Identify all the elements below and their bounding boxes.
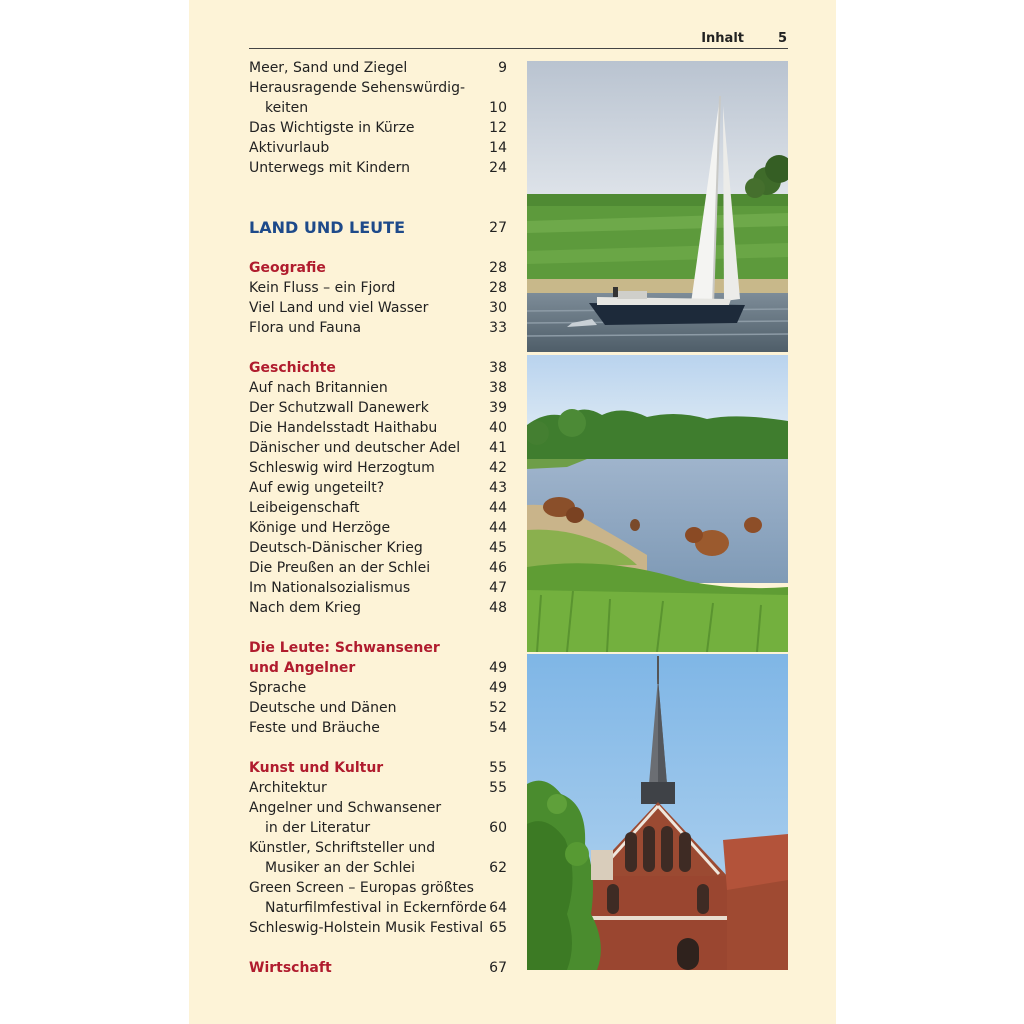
- toc-entry: [249, 138, 507, 158]
- toc-entry-title: Kein Fluss – ein Fjord: [249, 280, 396, 296]
- toc-page-number: 44: [489, 520, 507, 536]
- toc-entry: [249, 458, 507, 478]
- toc-entry-title: Viel Land und viel Wasser: [249, 300, 429, 316]
- toc-page-number: 54: [489, 720, 507, 736]
- toc-entry-title: Unterwegs mit Kindern: [249, 160, 410, 176]
- toc-entry: [249, 838, 507, 878]
- toc-entry-title: Im Nationalsozialismus: [249, 580, 411, 596]
- toc-entry: [249, 118, 507, 138]
- toc-entry: [249, 578, 507, 598]
- toc-section-heading: [249, 638, 507, 678]
- toc-page-number: 28: [489, 260, 507, 276]
- toc-page-number: 12: [489, 120, 507, 136]
- toc-entry-title: Angelner und Schwansener: [249, 800, 442, 816]
- toc-page-number: 38: [489, 360, 507, 376]
- toc-page-number: 9: [498, 60, 507, 76]
- toc-entry-title: keiten: [265, 100, 309, 116]
- toc-entry: [249, 718, 507, 738]
- toc-entry: [249, 538, 507, 558]
- toc-entry-title: Flora und Fauna: [249, 320, 362, 336]
- toc-entry-title: Geografie: [249, 260, 326, 276]
- toc-entry: [249, 558, 507, 578]
- toc-section-heading: [249, 358, 507, 378]
- sailboat-on-water-photo-icon: [527, 61, 788, 352]
- toc-page-number: 52: [489, 700, 507, 716]
- toc-page-number: 47: [489, 580, 507, 596]
- toc-page-number: 48: [489, 600, 507, 616]
- toc-entry-title: Geschichte: [249, 360, 336, 376]
- toc-entry-title: Sprache: [249, 680, 307, 696]
- toc-page-number: 49: [489, 660, 507, 676]
- toc-entry: [249, 798, 507, 838]
- toc-entry: [249, 378, 507, 398]
- toc-entry: [249, 158, 507, 178]
- toc-entry-title: Musiker an der Schlei: [265, 860, 416, 876]
- toc-page-number: 49: [489, 680, 507, 696]
- toc-entry: [249, 418, 507, 438]
- toc-entry-title: Green Screen – Europas größtes: [249, 880, 474, 896]
- toc-entry-title: und Angelner: [249, 660, 356, 676]
- toc-page-number: 39: [489, 400, 507, 416]
- cattle-in-lake-photo-icon: [527, 355, 788, 652]
- toc-page-number: 64: [489, 900, 507, 916]
- toc-page-number: 55: [489, 760, 507, 776]
- toc-entry: [249, 498, 507, 518]
- brick-church-spire-photo-icon: [527, 654, 788, 970]
- toc-entry: [249, 478, 507, 498]
- toc-entry-title: Könige und Herzöge: [249, 520, 391, 536]
- toc-section-heading: [249, 758, 507, 778]
- toc-page-number: 38: [489, 380, 507, 396]
- toc-section-heading: [249, 958, 507, 978]
- toc-entry: [249, 878, 507, 918]
- toc-page-number: 30: [489, 300, 507, 316]
- toc-entry: [249, 918, 507, 938]
- toc-entry: [249, 518, 507, 538]
- highland-cattle-photo: [527, 355, 788, 652]
- toc-page-number: 45: [489, 540, 507, 556]
- toc-page-number: 55: [489, 780, 507, 796]
- toc-entry-title: Deutsche und Dänen: [249, 700, 397, 716]
- toc-page-number: 10: [489, 100, 507, 116]
- toc-page-number: 24: [489, 160, 507, 176]
- toc-page-number: 33: [489, 320, 507, 336]
- toc-entry: [249, 598, 507, 618]
- toc-page-number: 60: [489, 820, 507, 836]
- toc-page-number: 46: [489, 560, 507, 576]
- toc-entry-title: Meer, Sand und Ziegel: [249, 60, 408, 76]
- toc-entry-title: Die Preußen an der Schlei: [249, 560, 431, 576]
- toc-entry-title: Schleswig wird Herzogtum: [249, 460, 435, 476]
- toc-entry-title: Künstler, Schriftsteller und: [249, 840, 436, 856]
- toc-page-number: 42: [489, 460, 507, 476]
- toc-page-number: 44: [489, 500, 507, 516]
- toc-page-number: 27: [489, 220, 507, 236]
- toc-entry-title: Der Schutzwall Danewerk: [249, 400, 429, 416]
- toc-page-number: 65: [489, 920, 507, 936]
- toc-entry-title: Dänischer und deutscher Adel: [249, 440, 461, 456]
- toc-entry: [249, 698, 507, 718]
- header-title: Inhalt: [701, 31, 744, 46]
- toc-entry-title: Nach dem Krieg: [249, 600, 361, 616]
- toc-entry: [249, 398, 507, 418]
- toc-page-number: 43: [489, 480, 507, 496]
- toc-entry-title: Kunst und Kultur: [249, 760, 384, 776]
- toc-entry: [249, 78, 507, 118]
- toc-entry: [249, 278, 507, 298]
- toc-entry: [249, 318, 507, 338]
- toc-entry-title: Herausragende Sehenswürdig-: [249, 80, 466, 96]
- sailboat-photo: [527, 61, 788, 352]
- toc-entry-title: Architektur: [249, 780, 327, 796]
- toc-page-number: 40: [489, 420, 507, 436]
- toc-entry-title: Wirtschaft: [249, 960, 332, 976]
- toc-entry-title: Deutsch-Dänischer Krieg: [249, 540, 423, 556]
- toc-entry-title: Naturfilmfestival in Eckernförde: [265, 900, 487, 916]
- toc-entry-title: Die Leute: Schwansener: [249, 640, 440, 656]
- toc-entry-title: Auf ewig ungeteilt?: [249, 480, 385, 496]
- toc-section-heading: [249, 258, 507, 278]
- page-header: [249, 31, 788, 49]
- header-rule: [249, 48, 788, 49]
- toc-page-number: 41: [489, 440, 507, 456]
- toc-entry-title: Leibeigenschaft: [249, 500, 360, 516]
- toc-entry-title: Das Wichtigste in Kürze: [249, 120, 415, 136]
- toc-entry: [249, 438, 507, 458]
- toc-entry-title: Die Handelsstadt Haithabu: [249, 420, 438, 436]
- toc-entry-title: LAND UND LEUTE: [249, 218, 406, 237]
- toc-entry: [249, 58, 507, 78]
- toc-entry: [249, 678, 507, 698]
- toc-chapter-heading: [249, 218, 507, 238]
- toc-entry-title: Aktivurlaub: [249, 140, 330, 156]
- toc-entry-title: Feste und Bräuche: [249, 720, 380, 736]
- toc-page-number: 28: [489, 280, 507, 296]
- header-page-number: 5: [777, 31, 787, 46]
- toc-page-number: 14: [489, 140, 507, 156]
- toc-page-number: 62: [489, 860, 507, 876]
- toc-entry: [249, 298, 507, 318]
- toc-entry: [249, 778, 507, 798]
- toc-entry-title: Schleswig-Holstein Musik Festival: [249, 920, 484, 936]
- toc-entry-title: Auf nach Britannien: [249, 380, 388, 396]
- church-photo: [527, 654, 788, 970]
- toc-page-number: 67: [489, 960, 507, 976]
- toc-entry-title: in der Literatur: [265, 820, 371, 836]
